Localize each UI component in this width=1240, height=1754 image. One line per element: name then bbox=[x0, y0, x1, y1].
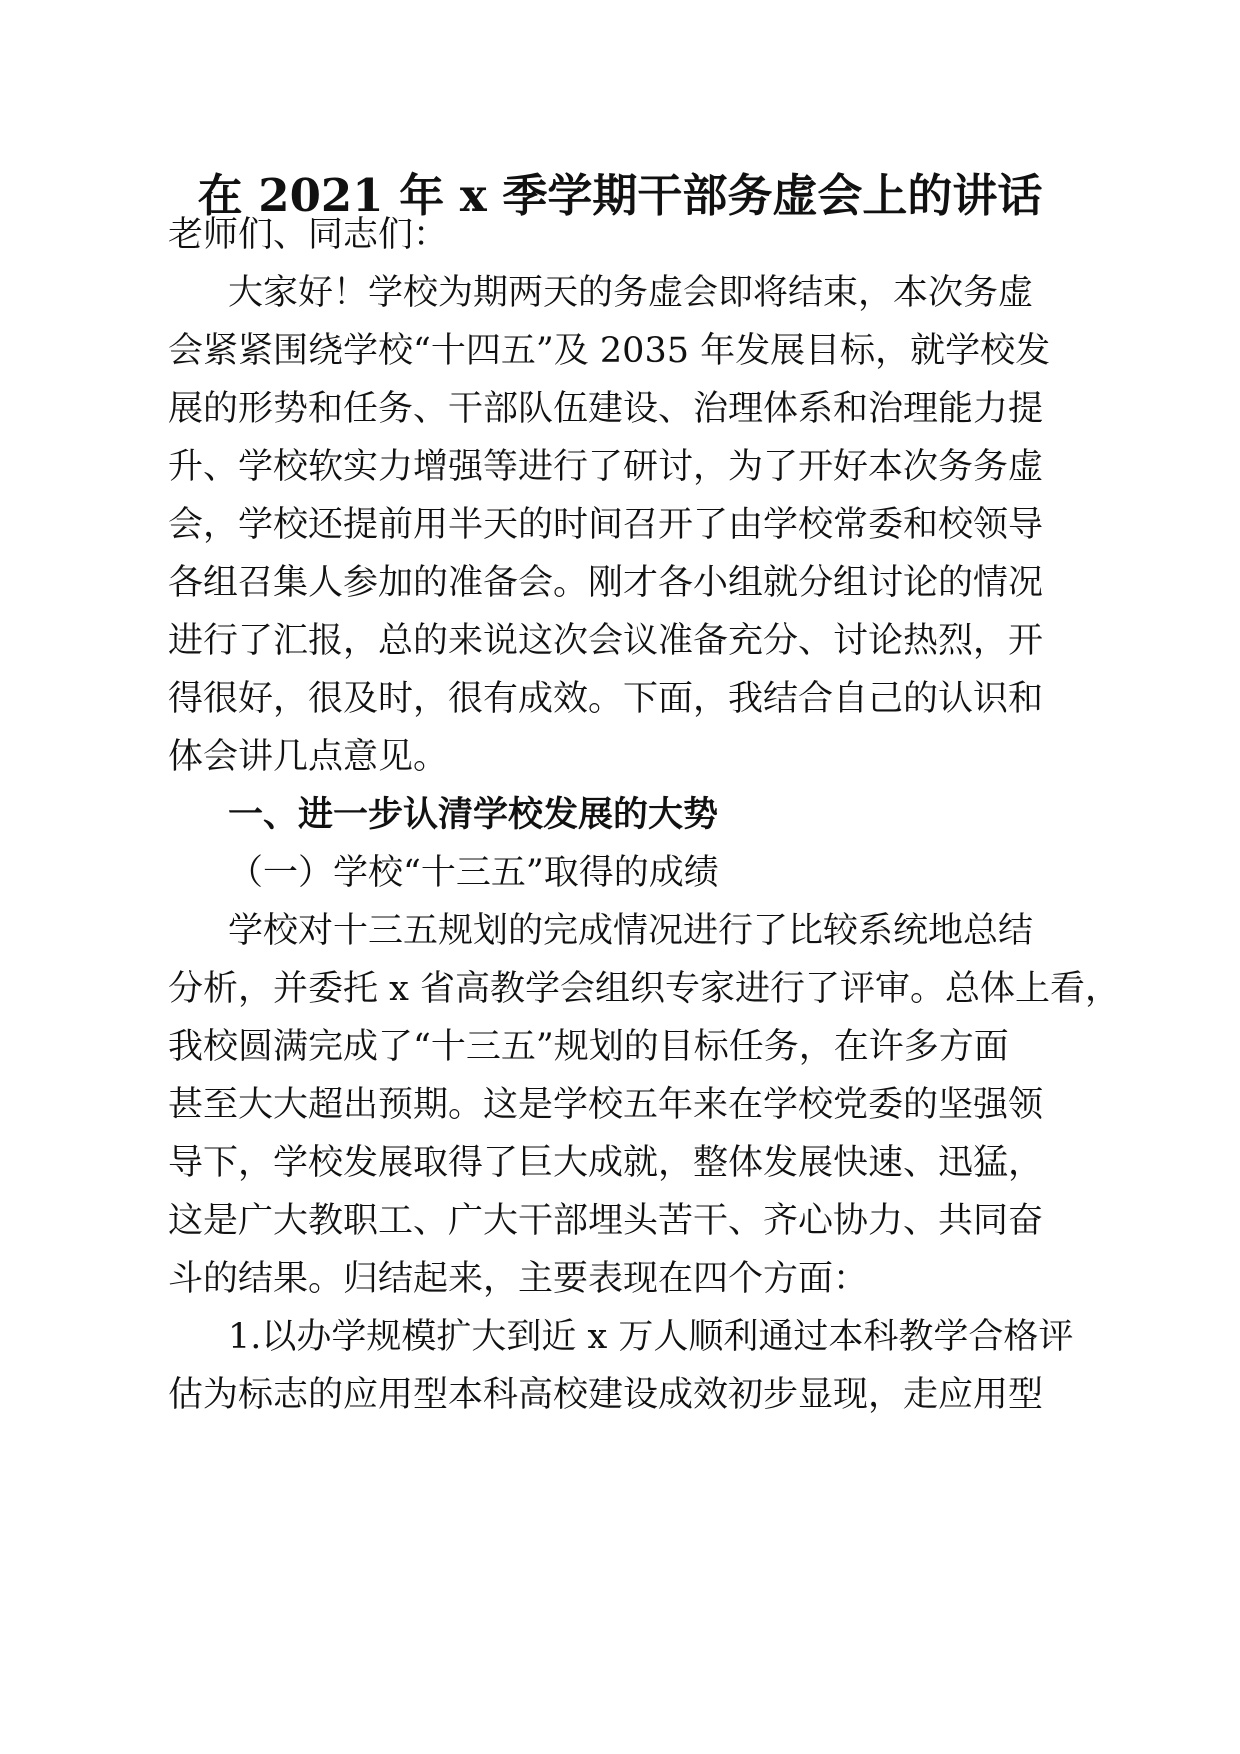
paragraph-line: 导下，学校发展取得了巨大成就，整体发展快速、迅猛， bbox=[168, 1143, 1044, 1183]
paragraph-line: 大家好！学校为期两天的务虚会即将结束，本次务虚 bbox=[228, 273, 1034, 313]
paragraph-line: 各组召集人参加的准备会。刚才各小组就分组讨论的情况 bbox=[168, 563, 1044, 603]
paragraph-line: 体会讲几点意见。 bbox=[168, 737, 449, 777]
paragraph-line: 我校圆满完成了“十三五”规划的目标任务，在许多方面 bbox=[168, 1027, 1009, 1067]
section-heading: 一、进一步认清学校发展的大势 bbox=[228, 794, 719, 835]
paragraph-line: 展的形势和任务、干部队伍建设、治理体系和治理能力提 bbox=[168, 389, 1044, 429]
paragraph-line: 分析，并委托 x 省高教学会组织专家进行了评审。总体上看， bbox=[168, 969, 1120, 1009]
paragraph-line: 升、学校软实力增强等进行了研讨，为了开好本次务务虚 bbox=[168, 447, 1044, 487]
paragraph-line: 斗的结果。归结起来，主要表现在四个方面： bbox=[168, 1259, 869, 1299]
paragraph-line: 会紧紧围绕学校“十四五”及 2035 年发展目标，就学校发 bbox=[168, 331, 1051, 371]
paragraph-line: 甚至大大超出预期。这是学校五年来在学校党委的坚强领 bbox=[168, 1085, 1044, 1125]
paragraph-line: 这是广大教职工、广大干部埋头苦干、齐心协力、共同奋 bbox=[168, 1201, 1044, 1241]
paragraph-line: 进行了汇报，总的来说这次会议准备充分、讨论热烈，开 bbox=[168, 621, 1044, 661]
document-title: 在 2021 年 x 季学期干部务虚会上的讲话 bbox=[197, 169, 1043, 222]
salutation: 老师们、同志们： bbox=[168, 215, 449, 255]
numbered-item-line: 1.以办学规模扩大到近 x 万人顺利通过本科教学合格评 bbox=[228, 1317, 1074, 1357]
numbered-item-line: 估为标志的应用型本科高校建设成效初步显现，走应用型 bbox=[168, 1375, 1044, 1415]
subsection-heading: （一）学校“十三五”取得的成绩 bbox=[228, 853, 719, 893]
paragraph-line: 得很好，很及时，很有成效。下面，我结合自己的认识和 bbox=[168, 679, 1044, 719]
paragraph-line: 会，学校还提前用半天的时间召开了由学校常委和校领导 bbox=[168, 505, 1044, 545]
paragraph-line: 学校对十三五规划的完成情况进行了比较系统地总结 bbox=[228, 911, 1034, 951]
